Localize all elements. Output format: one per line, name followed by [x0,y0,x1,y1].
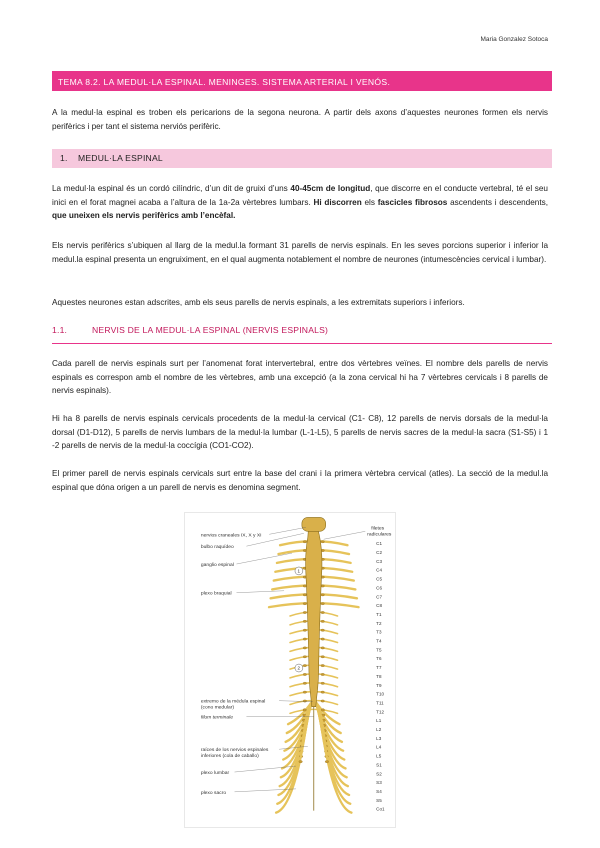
paragraph-neurons: Aquestes neurones estan adscrites, amb els seus parells de nervis espinals, a les extremitats superiors i inferiors. [52,298,465,307]
segment-label-t11: T11 [376,700,384,706]
paragraph-nerve-pairs: Cada parell de nervis espinals surt per l’anomenat forat intervertebral, entre dos vèrtebres veïnes. El nombre dels parells de nervis espinals es correspon amb el nombre de les vèrtebres, amb una excepció (a la zona cervical hi ha 7 vèrtebres cervicals i 8 parells de nervis espinals). [52,359,548,396]
spinal-cord-illustration [185,513,395,827]
label-medulla-oblongata: bulbo raquídeo [200,545,234,551]
ganglion-c8-left [303,602,307,604]
intro-paragraph: A la medul·la espinal es troben els pericarions de la segona neurona. A partir dels axons d’aquestes neurones formen els nervis perifèrics i per tant el sistema nerviós perifèric. [52,108,548,131]
label-cauda-equina: inferiores (cola de caballo) [200,754,259,760]
segment-label-l3: L3 [376,735,382,741]
segment-label-l1: L1 [376,718,382,724]
ganglion-t7-left [303,664,307,666]
ganglion-co1-right [325,760,329,762]
segment-label-c5: C5 [376,576,382,582]
segment-label-t4: T4 [376,638,382,644]
segment-label-s4: S4 [376,788,382,794]
segment-label-t3: T3 [376,629,382,635]
section-number: 1. [60,153,68,163]
segment-label-t9: T9 [376,682,382,688]
segment-label-t10: T10 [376,691,385,697]
segment-label-l4: L4 [376,744,382,750]
segment-label-l2: L2 [376,727,382,733]
p1-bold-discorren: Hi discorren [313,197,362,207]
p1-text-g: ascendents i descendents, [447,197,548,207]
subsection-number: 1.1. [52,325,68,335]
segment-label-c4: C4 [376,567,382,573]
segment-label-t6: T6 [376,656,382,662]
segment-label-t2: T2 [376,620,382,626]
ganglion-t8-left [303,673,307,675]
ganglion-t10-right [321,691,325,693]
brainstem [302,517,326,531]
ganglion-t7-right [321,664,325,666]
label-brachial-plexus: plexo braquial [200,591,232,597]
ganglion-co1-left [299,760,303,762]
segment-label-t1: T1 [376,611,382,617]
label-cranial-nerves: nervios craneales IX, X y XI [200,533,262,539]
ganglion-c8-right [321,602,325,604]
ganglion-c1-left [303,541,307,543]
ganglion-t10-left [303,691,307,693]
label-conus-medullaris: (cono medular) [200,705,235,711]
document-title: TEMA 8.2. LA MEDUL·LA ESPINAL. MENINGES. SISTEMA ARTERIAL I VENÓS. [52,71,552,91]
segment-label-co1: Co1 [376,806,385,812]
segment-label-t5: T5 [376,647,382,653]
marker-2-label: 2 [297,665,301,671]
ganglion-t1-left [303,611,307,613]
paragraph-spinal-cord [52,182,548,223]
ganglion-t3-right [321,629,325,631]
segment-label-t7: T7 [376,665,382,671]
p1-text-c: , que discorre en el conducte vertebral, té el seu inici en el forat magnei acaba a l’altura de la 1a-2a vèrtebres lumbars. [52,184,548,207]
ganglion-t1-right [321,611,325,613]
ganglion-t5-left [303,647,307,649]
spinal-cord [306,523,322,707]
author-name: Maria Gonzalez Sotoca [480,36,548,43]
ganglion-t9-right [321,682,325,684]
ganglion-t8-right [321,673,325,675]
segment-label-l5: L5 [376,753,382,759]
ganglion-t4-left [303,638,307,640]
segment-label-s3: S3 [376,780,382,786]
segment-label-c3: C3 [376,558,382,564]
ganglion-c7-left [303,594,307,596]
ganglion-l1-right [321,709,325,711]
ganglion-c7-right [321,594,325,596]
p1-bold-length: 40-45cm de longitud [290,184,371,193]
ganglion-l1-left [303,709,307,711]
label-sacral-plexus: plexo sacro [200,790,227,796]
segment-label-c2: C2 [376,550,382,556]
spinal-cord-figure [184,512,396,828]
segment-label-c8: C8 [376,603,382,609]
spinal-nerve-t10-right [315,692,338,696]
ganglion-t6-left [303,656,307,658]
segment-label-c1: C1 [376,541,382,547]
ganglion-t11-right [321,700,325,702]
spinal-nerve-t10-left [290,692,313,696]
section-heading [52,149,552,168]
label-lumbar-plexus: plexo lumbar [200,771,230,777]
label-spinal-ganglion: ganglio espinal [200,562,234,568]
segment-label-s2: S2 [376,771,382,777]
label-roots: raíces de los nervios espinales [200,748,269,754]
paragraph-first-pair: El primer parell de nervis espinals cervicals surt entre la base del crani i la primera vèrtebra cervical (atles). La secció de la medul.la espinal que dóna origen a un parell de nervis es denomina segment. [52,469,548,492]
paragraph-nerve-counts: Hi ha 8 parells de nervis espinals cervicals procedents de la medul·la cervical (C1- C8), 12 parells de nervis dorsals de la medul·la dorsal (D1-D12), 5 parells de nervis lumbars de la medul·la lumbar (L-1-L5), 5 parells de nervis sacres de la medul·la sacra (S1-S5) i 1 -2 parells de nervis de la medul·la coccígia (CO1-CO2). [52,414,548,451]
subsection-divider [52,343,552,344]
ganglion-t4-right [321,638,325,640]
ganglion-t11-left [303,700,307,702]
p1-text-e: els [361,197,378,207]
ganglion-t9-left [303,682,307,684]
p1-text-a: La medul·la espinal és un cordó cilíndric, d’un dit de gruixi d’uns [52,184,291,193]
section-title: MEDUL·LA ESPINAL [78,153,163,163]
ganglion-t5-right [321,647,325,649]
left-labels [201,532,269,796]
ganglion-t2-right [321,620,325,622]
subsection-title: NERVIS DE LA MEDUL·LA ESPINAL (NERVIS ESPINALS) [92,325,329,335]
segment-label-t12: T12 [376,709,385,715]
ganglion-c6-right [321,585,325,587]
label-rootlets-2: radiculares [367,532,392,538]
paragraph-peripheral-nerves: Els nervis perifèrics s’ubiquen al llarg de la medul.la formant 31 parells de nervis espinals. En les seves porcions superior i inferior la medul.la espinal presenta un engruiximent, en el qual augmenta notablement el nombre de neurones (intumescències cervical i lumbar). [52,241,548,264]
p1-bold-unite: que uneixen els nervis perifèrics amb l’encèfal. [52,211,236,221]
segment-label-c7: C7 [376,594,382,600]
segment-label-s5: S5 [376,797,382,803]
ganglion-t2-left [303,620,307,622]
label-filum-terminale: filum terminale [200,715,233,721]
label-conus-end: extremo de la médula espinal [200,699,266,705]
segment-label-c6: C6 [376,585,382,591]
ganglion-t3-left [303,629,307,631]
segment-labels [376,541,385,811]
ganglion-c1-right [321,541,325,543]
p1-bold-fascicles: fascicles fibrosos [377,197,448,207]
label-rootlets-1: filetes [371,526,385,532]
ganglion-t6-right [321,656,325,658]
ganglion-c6-left [303,585,307,587]
segment-label-t8: T8 [376,673,382,679]
subsection-heading [52,325,552,335]
marker-1-label: 1 [297,568,301,574]
segment-label-s1: S1 [376,762,382,768]
